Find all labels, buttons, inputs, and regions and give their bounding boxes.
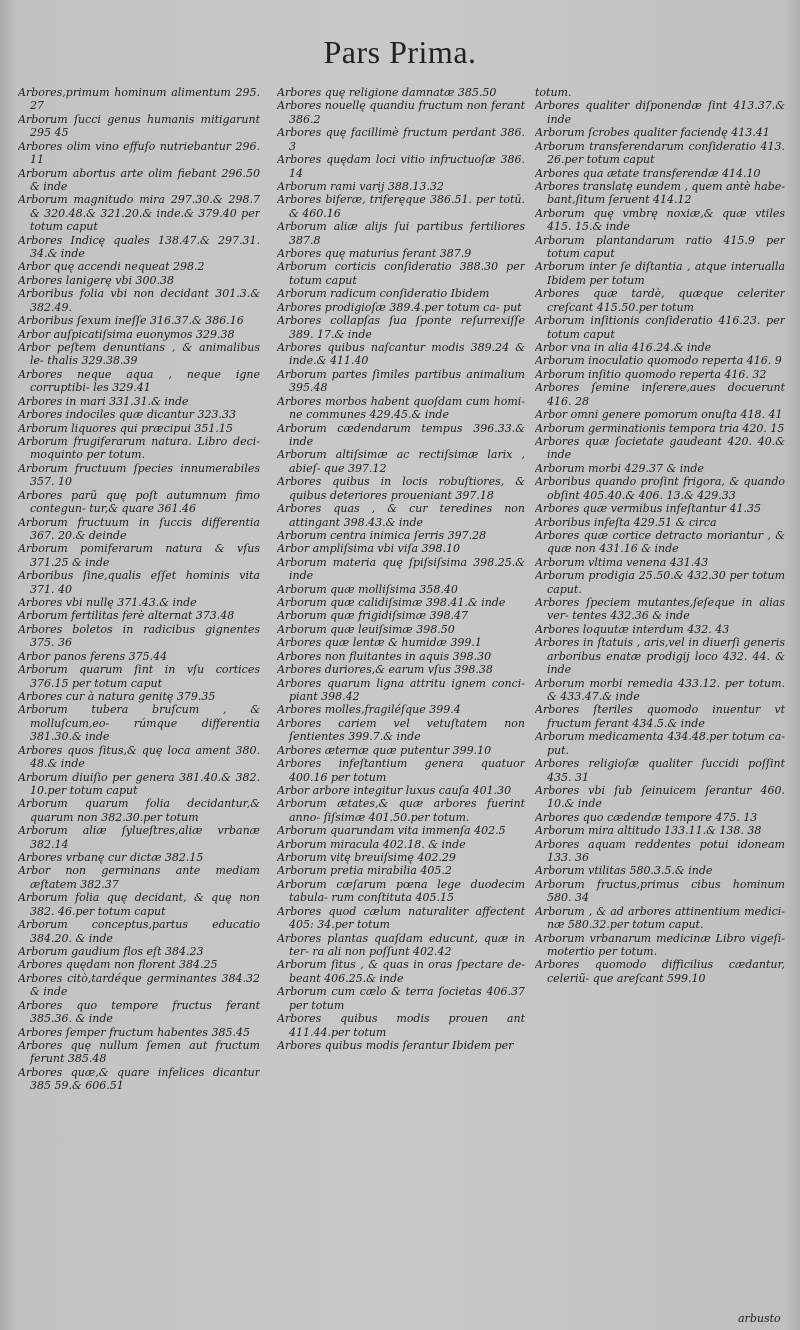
index-entry: Arborum abortus arte olim fiebant 296.50 & inde bbox=[18, 166, 260, 193]
index-entry: Arborum quæ molliſsima 358.40 bbox=[277, 582, 458, 596]
index-entry: Arborum quæ calidiſsimæ 398.41.& inde bbox=[277, 596, 506, 610]
index-entry: Arbores quibus modis prouen ant 411.44.per totum bbox=[277, 1012, 525, 1039]
index-entry: Arbores quæ vermibus infeſtantur 41.35 bbox=[535, 502, 762, 516]
index-entry: Arbores nouellę quandiu fructum non ferant 386.2 bbox=[277, 99, 525, 126]
index-entry: Arborum magnitudo mira 297.30.& 298.7 & 320.48.& 321.20.& inde.& 379.40 per totum caput bbox=[18, 193, 260, 234]
index-entry: Arborum vitę breuiſsimę 402.29 bbox=[277, 851, 456, 865]
index-entry: Arboribus infeſta 429.51 & circa bbox=[535, 515, 717, 529]
index-entry: Arbores aquam reddentes potui idoneam 133. 36 bbox=[535, 837, 785, 865]
index-entry: Arborum materia quę ſpiſsiſsima 398.25.& inde bbox=[277, 555, 525, 583]
index-entry: Arborum pretia mirabilia 405.2 bbox=[277, 864, 452, 878]
index-entry: Arbor quę accendi nequeat 298.2 bbox=[18, 260, 205, 274]
index-entry: Arborum miracula 402.18. & inde bbox=[277, 837, 466, 851]
index-entry: Arbores quo tempore fructus ferant 385.36. & inde bbox=[18, 998, 260, 1026]
index-entry: Arbores Indicę quales 138.47.& 297.31. 34.& inde bbox=[18, 233, 260, 261]
index-entry: Arborum tubera bruſcum , & molluſcum,eo- rúmque differentia 381.30.& inde bbox=[18, 703, 260, 744]
index-entry: Arborum ſcrobes qualiter faciendę 413.41 bbox=[535, 126, 770, 140]
index-entry: Arbores ſpeciem mutantes,ſeſeque in alias ver- tentes 432.36 & inde bbox=[535, 596, 785, 623]
index-entry: Arborum ſitus , & quas in oras ſpectare de- beant 406.25.& inde bbox=[277, 958, 525, 985]
index-entry: Arbores quę facillimè fructum perdant 386. 3 bbox=[277, 126, 525, 153]
index-entry: Arbor arbore integitur luxus cauſa 401.30 bbox=[277, 783, 512, 797]
index-column-3 bbox=[535, 86, 785, 1321]
index-entry: Arborum gaudium flos eſt 384.23 bbox=[18, 945, 204, 958]
index-entry: Arborum fructuum in ſuccis differentia 367. 20.& deinde bbox=[18, 515, 260, 542]
index-entry: Arborum radicum conſideratio Ibidem bbox=[277, 287, 490, 301]
index-entry: Arbores qua ætate transferendæ 414.10 bbox=[535, 166, 761, 180]
index-entry: Arborum diuiſio per genera 381.40.& 382. 10.per totum caput bbox=[18, 770, 260, 797]
index-entry: Arbores molles,fragiléſque 399.4 bbox=[277, 703, 461, 717]
index-entry: Arbores neque aqua , neque igne corruptibi- les 329.41 bbox=[18, 367, 260, 395]
index-entry: Arbores biferæ, triferęque 386.51. per totū. & 460.16 bbox=[277, 193, 525, 220]
index-entry: Arborum inſitionis conſideratio 416.23. per totum caput bbox=[535, 314, 785, 341]
index-entry: Arborum cædendarum tempus 396.33.& inde bbox=[277, 421, 525, 448]
index-entry: Arbores quędam loci vitio infructuoſæ 386. 14 bbox=[277, 153, 525, 180]
index-entry: Arbores cur à natura genitę 379.35 bbox=[18, 689, 216, 703]
index-entry: Arborum liquores qui præcipui 351.15 bbox=[18, 421, 233, 435]
catchword: arbusto bbox=[738, 1312, 781, 1325]
index-entry: Arborum vrbanarum medicinæ Libro vigeſi- motertio per totum. bbox=[535, 931, 785, 958]
index-entry: Arborum quarum folia decidantur,& quarum non 382.30.per totum bbox=[18, 797, 260, 824]
index-entry: Arbores infeſtantium genera quatuor 400.16 per totum bbox=[277, 757, 525, 784]
index-entry: Arbores quæ ſocietate gaudeant 420. 40.& inde bbox=[535, 434, 785, 462]
index-entry: Arbores vrbanę cur dictæ 382.15 bbox=[18, 851, 204, 865]
index-entry: Arborum conceptus,partus educatio 384.20. & inde bbox=[18, 918, 260, 945]
index-entry: Arborum cum cælo & terra ſocietas 406.37 per totum bbox=[277, 985, 525, 1012]
index-entry: Arbores parũ quę poſt autumnum fimo contegun- tur,& quare 361.46 bbox=[18, 488, 260, 516]
index-entry: Arborum prodigia 25.50.& 432.30 per totum caput. bbox=[535, 569, 785, 596]
index-entry: Arbores quę religione damnatæ 385.50 bbox=[277, 86, 497, 99]
index-entry: Arboribus folia vbi non decidant 301.3.& 382.49. bbox=[18, 287, 260, 314]
index-column-2 bbox=[277, 86, 525, 1321]
index-entry: Arbores quæ,& quare infelices dicantur 385 59.& 606.51 bbox=[18, 1065, 260, 1093]
index-entry: Arbor ampliſsima vbi viſa 398.10 bbox=[277, 542, 461, 556]
index-entry: Arborum inter ſe diſtantia , atque interualla Ibidem per totum bbox=[535, 260, 785, 287]
index-entry: Arbores collapſas ſua ſponte reſurrexiſſe 389. 17.& inde bbox=[277, 314, 525, 341]
index-entry: Arborum altiſsimæ ac rectiſsimæ larix , abieſ- que 397.12 bbox=[277, 448, 525, 475]
index-entry: Arborum partes ſimiles partibus animalium 395.48 bbox=[277, 367, 525, 395]
index-entry: Arbores æternæ quæ putentur 399.10 bbox=[277, 743, 492, 757]
index-entry: Arbores in ſtatuis , aris,vel in diuerſi generis arboribus enatæ prodigij loco 432. 44. & inde bbox=[535, 636, 785, 677]
index-entry: Arborum quarum ſint in vſu cortices 376.15 per totum caput bbox=[18, 663, 260, 690]
index-entry: Arborum frugiferarum natura. Libro deci- moquinto per totum. bbox=[18, 434, 260, 462]
index-entry: Arboribus ſine,qualis eſſet hominis vita 371. 40 bbox=[18, 569, 260, 596]
index-entry: Arboribus ſexum ineſſe 316.37.& 386.16 bbox=[18, 314, 244, 328]
index-entry: Arbores boletos in radicibus gignentes 375. 36 bbox=[18, 622, 260, 650]
index-entry: Arborum fructuum ſpecies innumerabiles 357. 10 bbox=[18, 461, 260, 489]
index-entry: Arbores non fluitantes in aquis 398.30 bbox=[277, 649, 492, 663]
index-entry: Arborum ætates,& quæ arbores fuerint anno- ſiſsimæ 401.50.per totum. bbox=[277, 797, 525, 824]
index-entry: Arbores quę nullum ſemen aut fructum ferunt 385.48 bbox=[18, 1038, 260, 1066]
index-entry: Arborum fructus,primus cibus hominum 580. 34 bbox=[535, 877, 785, 905]
index-entry: Arbores quibus naſcantur modis 389.24 & inde.& 411.40 bbox=[277, 341, 525, 368]
index-entry: Arbores translatę eundem , quem antè habe- bant,ſitum ſeruent 414.12 bbox=[535, 179, 785, 207]
index-entry: Arbores quos ſitus,& quę loca ament 380. 48.& inde bbox=[18, 743, 260, 771]
index-entry: Arbores quo cædendæ tempore 475. 13 bbox=[535, 810, 758, 824]
page-title: Pars Prima. bbox=[323, 34, 477, 70]
index-entry: Arborum , & ad arbores attinentium medici- næ 580.32.per totum caput. bbox=[535, 904, 785, 932]
index-entry: Arbores indociles quæ dicantur 323.33 bbox=[18, 408, 236, 422]
index-entry: Arbores quę maturius ferant 387.9 bbox=[277, 247, 472, 261]
index-entry: Arborum vltima venena 431.43 bbox=[535, 555, 709, 569]
index-entry: Arbores ſemine inſerere,aues docuerunt 416. 28 bbox=[535, 381, 785, 408]
index-entry: Arborum quarundam vita immenſa 402.5 bbox=[277, 824, 506, 838]
index-entry: Arbor peſtem denuntians , & animalibus le- thalis 329.38.39 bbox=[18, 341, 260, 368]
index-column-1 bbox=[18, 86, 260, 1321]
index-entry: Arborum rami varij 388.13.32 bbox=[277, 179, 444, 193]
index-entry: Arbores morbos habent quoſdam cum homi- ne communes 429.45.& inde bbox=[277, 394, 525, 422]
index-entry: Arborum transferendarum conſideratio 413. 26.per totum caput bbox=[535, 139, 785, 167]
index-entry: Arbores quędam non florent 384.25 bbox=[18, 958, 218, 972]
index-entry: Arbor non germinans ante mediam æſtatem 382.37 bbox=[18, 864, 260, 891]
index-entry: Arborum morbi 429.37 & inde bbox=[535, 461, 704, 475]
index-entry: Arbores citò,tardéque germinantes 384.32 & inde bbox=[18, 971, 260, 999]
index-entry: Arborum inſitio quomodo reperta 416. 32 bbox=[535, 367, 767, 381]
index-entry: Arbor vna in alia 416.24.& inde bbox=[535, 341, 712, 355]
index-entry: Arbores prodigioſæ 389.4.per totum ca- put bbox=[277, 300, 522, 314]
index-entry: Arbores quomodo difficilius cædantur, celeriũ- que areſcant 599.10 bbox=[535, 958, 785, 985]
index-entry: Arbores quibus in locis robuſtiores, & quibus deteriores proueniant 397.18 bbox=[277, 475, 525, 502]
index-entry: Arbores duriores,& earum vſus 398.38 bbox=[277, 663, 493, 677]
index-entry: Arbores ſemper fructum habentes 385.45 bbox=[18, 1025, 250, 1039]
index-entry: Arborum vtilitas 580.3.5.& inde bbox=[535, 864, 713, 878]
index-entry: Arbores vbi ſub ſeinuicem ſerantur 460. 10.& inde bbox=[535, 783, 785, 811]
index-entry: Arbor omni genere pomorum onuſta 418. 41 bbox=[535, 408, 783, 422]
index-entry: Arborum pomiferarum natura & vſus 371.25 & inde bbox=[18, 542, 260, 569]
index-entry: Arbores quarum ligna attritu ignem conci- piant 398.42 bbox=[277, 676, 525, 703]
index-entry: Arborum mira altitudo 133.11.& 138. 38 bbox=[535, 824, 762, 838]
index-entry: Arbores in mari 331.31.& inde bbox=[18, 394, 189, 408]
index-entry: Arbores quas , & cur teredines non attingant 398.43.& inde bbox=[277, 502, 525, 529]
index-entry: Arbores cariem vel vetuſtatem non ſentientes 399.7.& inde bbox=[277, 716, 525, 744]
index-entry: Arborum medicamenta 434.48.per totum ca- put. bbox=[535, 730, 785, 757]
index-entry: totum. bbox=[535, 86, 572, 99]
index-entry: Arbores religioſæ qualiter ſuccidi poſſint 435. 31 bbox=[535, 757, 785, 784]
index-entry: Arbores quæ cortice detracto moriantur , & quæ non 431.16 & inde bbox=[535, 528, 785, 556]
index-entry: Arborum folia quę decidant, & quę non 382. 46.per totum caput bbox=[18, 891, 260, 918]
index-entry: Arbores lanigerę vbi 300.38 bbox=[18, 273, 175, 287]
index-entry: Arborum germinationis tempora tria 420. 15 bbox=[535, 421, 785, 435]
index-entry: Arbores ſteriles quomodo inuentur vt fructum ferant 434.5.& inde bbox=[535, 703, 785, 730]
index-entry: Arborum quę vmbrę noxiæ,& quæ vtiles 415. 15.& inde bbox=[535, 206, 785, 234]
index-entry: Arbores quibus modis ſerantur Ibidem per bbox=[277, 1038, 514, 1052]
index-entry: Arbores quæ tardè, quæque celeriter creſcant 415.50.per totum bbox=[535, 287, 785, 314]
index-entry: Arborum ſucci genus humanis mitigarunt 295 45 bbox=[18, 112, 260, 140]
index-entry: Arborum centra inimica ſerris 397.28 bbox=[277, 528, 487, 542]
index-entry: Arborum quæ leuiſsimæ 398.50 bbox=[277, 622, 455, 636]
index-entry: Arbores,primum hominum alimentum 295. 27 bbox=[18, 86, 260, 113]
index-entry: Arborum morbi remedia 433.12. per totum. & 433.47.& inde bbox=[535, 676, 785, 703]
index-entry: Arborum aliæ ſylueſtres,aliæ vrbanæ 382.14 bbox=[18, 824, 260, 851]
index-entry: Arbores quæ lentæ & humidæ 399.1 bbox=[277, 636, 482, 650]
index-entry: Arbores vbi nullę 371.43.& inde bbox=[18, 596, 197, 610]
index-entry: Arbor panos ferens 375.44 bbox=[18, 649, 168, 663]
index-entry: Arborum fertilitas ferè alternat 373.48 bbox=[18, 609, 235, 623]
index-entry: Arborum corticis conſideratio 388.30 per totum caput bbox=[277, 260, 525, 287]
index-entry: Arborum plantandarum ratio 415.9 per totum caput bbox=[535, 233, 785, 261]
index-entry: Arborum inoculatio quomodo reperta 416. 9 bbox=[535, 354, 782, 368]
index-entry: Arbores plantas quaſdam educunt, quæ in ter- ra ali non poſſunt 402.42 bbox=[277, 931, 525, 958]
index-entry: Arbores olim vino effuſo nutriebantur 296. 11 bbox=[18, 139, 260, 167]
index-entry: Arborum cæſarum pœna lege duodecim tabula- rum conſtituta 405.15 bbox=[277, 877, 525, 905]
index-entry: Arborum quæ frigidiſsimæ 398.47 bbox=[277, 609, 469, 623]
index-entry: Arbores quod cælum naturaliter affectent 405: 34.per totum bbox=[277, 904, 525, 932]
index-entry: Arboribus quando proſint frigora, & quando obſint 405.40.& 406. 13.& 429.33 bbox=[535, 475, 785, 502]
index-entry: Arbor auſpicatiſsima euonymos 329.38 bbox=[18, 327, 235, 341]
index-entry: Arbores loquutæ interdum 432. 43 bbox=[535, 622, 730, 636]
index-entry: Arborum aliæ alijs ſui partibus fertiliores 387.8 bbox=[277, 220, 525, 247]
index-entry: Arbores qualiter diſponendæ ſint 413.37.& inde bbox=[535, 99, 785, 126]
